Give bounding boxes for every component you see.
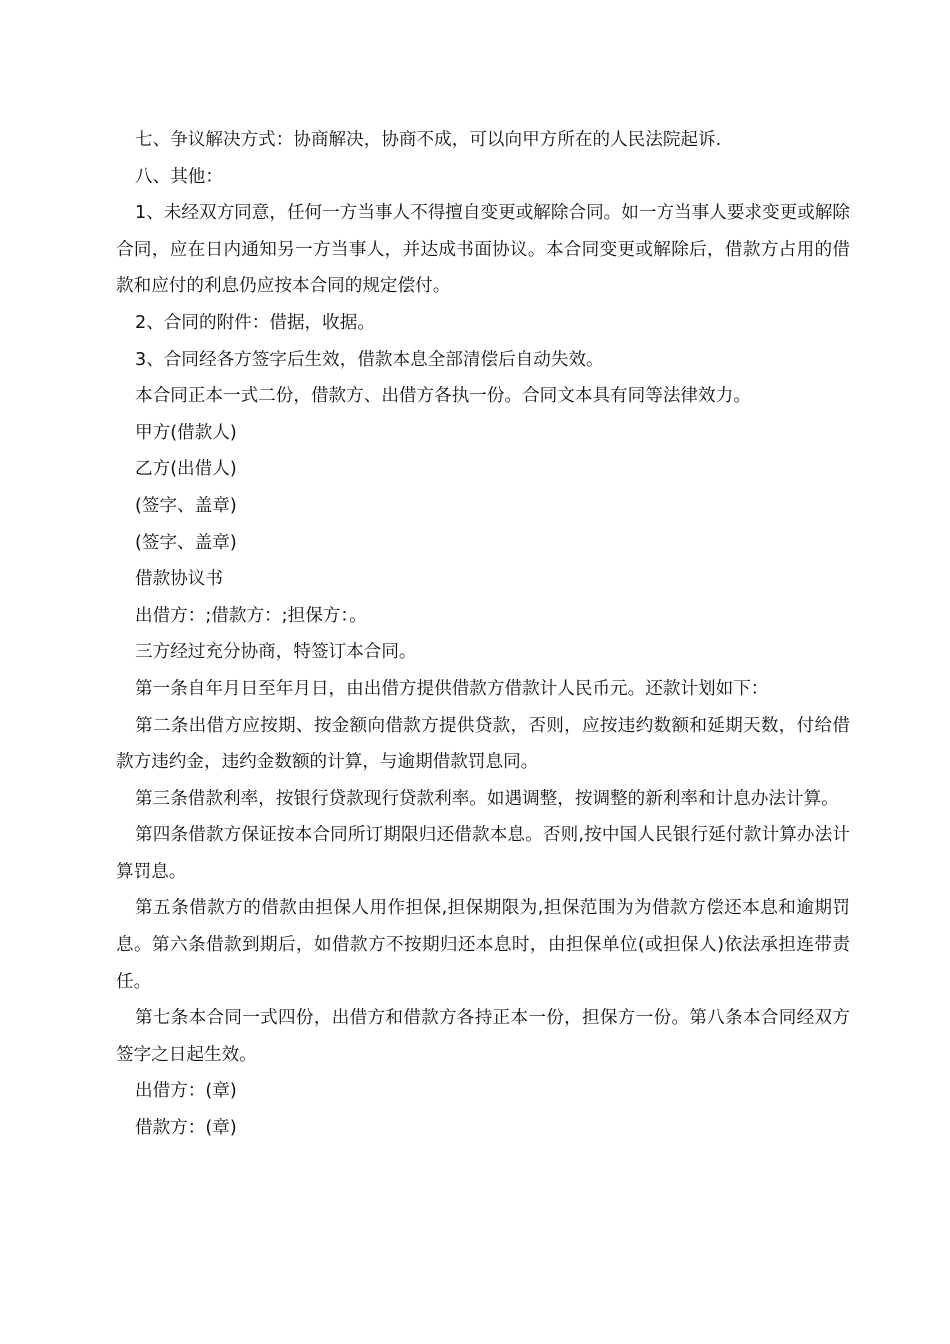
article-2: 第二条出借方应按期、按金额向借款方提供贷款，否则，应按违约数额和延期天数，付给借款方违约金，违约金数额的计算，与逾期借款罚息同。: [116, 715, 850, 773]
parties-line: 出借方：;借款方：;担保方：。: [135, 605, 367, 626]
article-5-6: 第五条借款方的借款由担保人用作担保,担保期限为,担保范围为为借款方偿还本息和逾期罚息。第六条借款到期后，如借款方不按期归还本息时，由担保单位(或担保人)依法承担连带责任。: [116, 898, 850, 992]
signature-line-a: (签字、盖章): [135, 495, 237, 516]
dispute-resolution-clause: 七、争议解决方式：协商解决，协商不成，可以向甲方所在的人民法院起诉.: [135, 130, 722, 150]
party-a-label: 甲方(借款人): [135, 422, 237, 443]
document-body: [116, 122, 850, 1147]
contract-copies-clause: 本合同正本一式二份，借款方、出借方各执一份。合同文本具有同等法律效力。: [135, 386, 751, 407]
party-b-label: 乙方(出借人): [135, 459, 237, 480]
borrower-seal-line: 借款方：(章): [135, 1118, 237, 1139]
article-4: 第四条借款方保证按本合同所订期限归还借款本息。否则,按中国人民银行延付款计算办法计算罚息。: [116, 825, 850, 882]
loan-agreement-title: 借款协议书: [135, 569, 223, 590]
article-1: 第一条自年月日至年月日，由出借方提供借款方借款计人民币元。还款计划如下：: [135, 678, 769, 699]
lender-seal-line: 出借方：(章): [135, 1081, 237, 1102]
agreement-preamble: 三方经过充分协商，特签订本合同。: [135, 642, 417, 663]
article-7-8: 第七条本合同一式四份，出借方和借款方各持正本一份，担保方一份。第八条本合同经双方签字之日起生效。: [116, 1008, 850, 1065]
article-3: 第三条借款利率，按银行贷款现行贷款利率。如遇调整，按调整的新利率和计息办法计算。: [135, 788, 839, 809]
signature-line-b: (签字、盖章): [135, 532, 237, 553]
contract-attachments-clause: 2、合同的附件：借据，收据。: [135, 312, 375, 333]
other-terms-heading: 八、其他：: [135, 166, 223, 187]
contract-validity-clause: 3、合同经各方签字后生效，借款本息全部清偿后自动失效。: [135, 349, 604, 370]
contract-change-clause: 1、未经双方同意，任何一方当事人不得擅自变更或解除合同。如一方当事人要求变更或解除合同，应在日内通知另一方当事人，并达成书面协议。本合同变更或解除后，借款方占用的借款和应付的利息仍应按本合同的规定偿付。: [116, 203, 850, 297]
